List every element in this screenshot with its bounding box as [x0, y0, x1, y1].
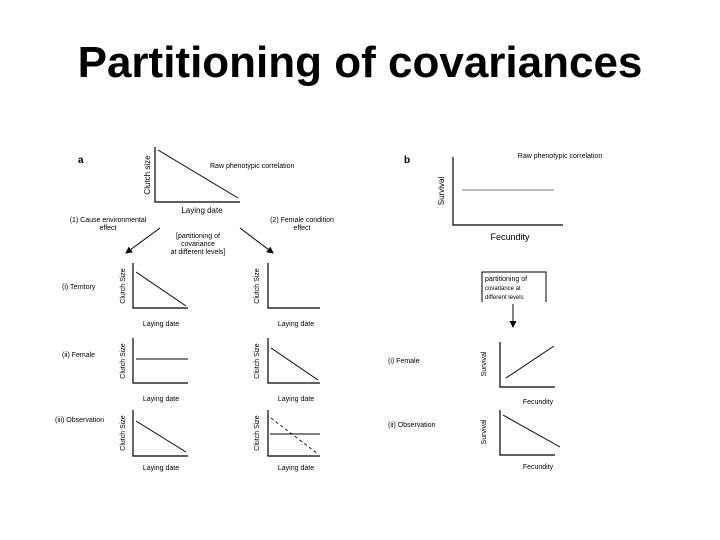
panel-b-row-observation: [388, 410, 560, 471]
panel-b-raw-annotation: Raw phenotypic correlation: [517, 153, 603, 160]
panel-a-raw-xlabel: Laying date: [181, 206, 223, 215]
panel-b-observation-ylabel: Survival: [481, 419, 488, 445]
panel-a-partition-line1: [partitioning of: [176, 233, 220, 240]
panel-a-raw-axes: [155, 147, 240, 202]
panel-b-letter: b: [404, 155, 411, 166]
panel-a-partition-line2: covariance: [181, 241, 215, 248]
panel-b-row-label-female: (i) Female: [388, 358, 420, 365]
panel-b-female-ylabel: Survival: [481, 351, 488, 377]
observation-left-axes: [133, 410, 188, 456]
panel-b-row-label-observation: (ii) Observation: [388, 422, 436, 429]
panel-a-partition-line3: at different levels]: [170, 249, 226, 256]
territory-right-xlabel: Laying date: [277, 321, 315, 328]
panel-b-raw-axes: [453, 157, 563, 225]
panel-a-row-female: [62, 338, 320, 403]
observation-left-trend: [136, 421, 186, 452]
panel-a-row-observation: [55, 410, 320, 472]
territory-right-ylabel: Clutch Size: [254, 268, 261, 304]
female-left-xlabel: Laying date: [142, 396, 180, 403]
panel-b-partition-box: [482, 272, 546, 302]
territory-left-trend: [136, 272, 186, 306]
territory-left-ylabel: Clutch Size: [120, 268, 127, 304]
observation-right-ylabel: Clutch Size: [254, 415, 261, 451]
panel-b-observation-axes: [500, 410, 555, 455]
observation-right-axes: [268, 410, 320, 456]
panel-b-partition-line1: partitioning of: [485, 276, 528, 283]
observation-right-dashed-trend: [271, 418, 318, 454]
panel-b-observation-xlabel: Fecundity: [522, 464, 554, 471]
row-label-observation: (iii) Observation: [55, 417, 105, 424]
panel-b-raw-plot: [437, 153, 602, 242]
panel-a-raw-annotation: Raw phenotypic correlation: [210, 163, 295, 170]
female-right-xlabel: Laying date: [277, 396, 315, 403]
panel-b-partition-line3: different levels: [485, 295, 524, 301]
panel-a-raw-ylabel: Clutch size: [143, 155, 152, 195]
panel-a-row-territory: [62, 263, 320, 328]
panel-b-raw-ylabel: Survival: [437, 176, 446, 206]
panel-a-arrow-left: [126, 228, 160, 253]
female-left-ylabel: Clutch Size: [120, 343, 127, 379]
cause-1-label-line2: effect: [99, 225, 117, 232]
observation-left-xlabel: Laying date: [142, 465, 180, 472]
observation-left-ylabel: Clutch Size: [120, 415, 127, 451]
panel-b-partition-line2: covariance at: [485, 286, 521, 292]
slide-title: Partitioning of covariances: [77, 38, 643, 87]
panel-b-observation-trend: [503, 415, 560, 447]
territory-left-xlabel: Laying date: [142, 321, 180, 328]
panel-b-female-trend: [506, 346, 554, 378]
panel-a-raw-trend-line: [158, 150, 238, 198]
cause-1-label-line1: (1) Cause environmental: [69, 217, 147, 224]
panel-a-raw-plot: [143, 147, 295, 215]
female-left-axes: [133, 338, 188, 383]
female-right-trend: [271, 348, 318, 380]
panel-a-arrow-right: [240, 228, 273, 253]
panel-b-female-axes: [500, 342, 555, 387]
panel-b-female-xlabel: Fecundity: [522, 399, 554, 406]
row-label-female: (ii) Female: [62, 352, 96, 359]
cause-2-label-line1: (2) Female condition: [270, 217, 334, 224]
panel-b-row-female: [388, 342, 555, 406]
panel-b: [388, 153, 602, 471]
observation-right-xlabel: Laying date: [277, 465, 315, 472]
territory-right-axes: [268, 263, 320, 308]
panel-a: [55, 147, 334, 472]
panel-b-raw-xlabel: Fecundity: [490, 232, 530, 242]
cause-2-label-line2: effect: [293, 225, 311, 232]
panel-a-letter: a: [78, 155, 84, 166]
row-label-territory: (i) Territory: [62, 284, 96, 291]
female-right-ylabel: Clutch Size: [254, 343, 261, 379]
